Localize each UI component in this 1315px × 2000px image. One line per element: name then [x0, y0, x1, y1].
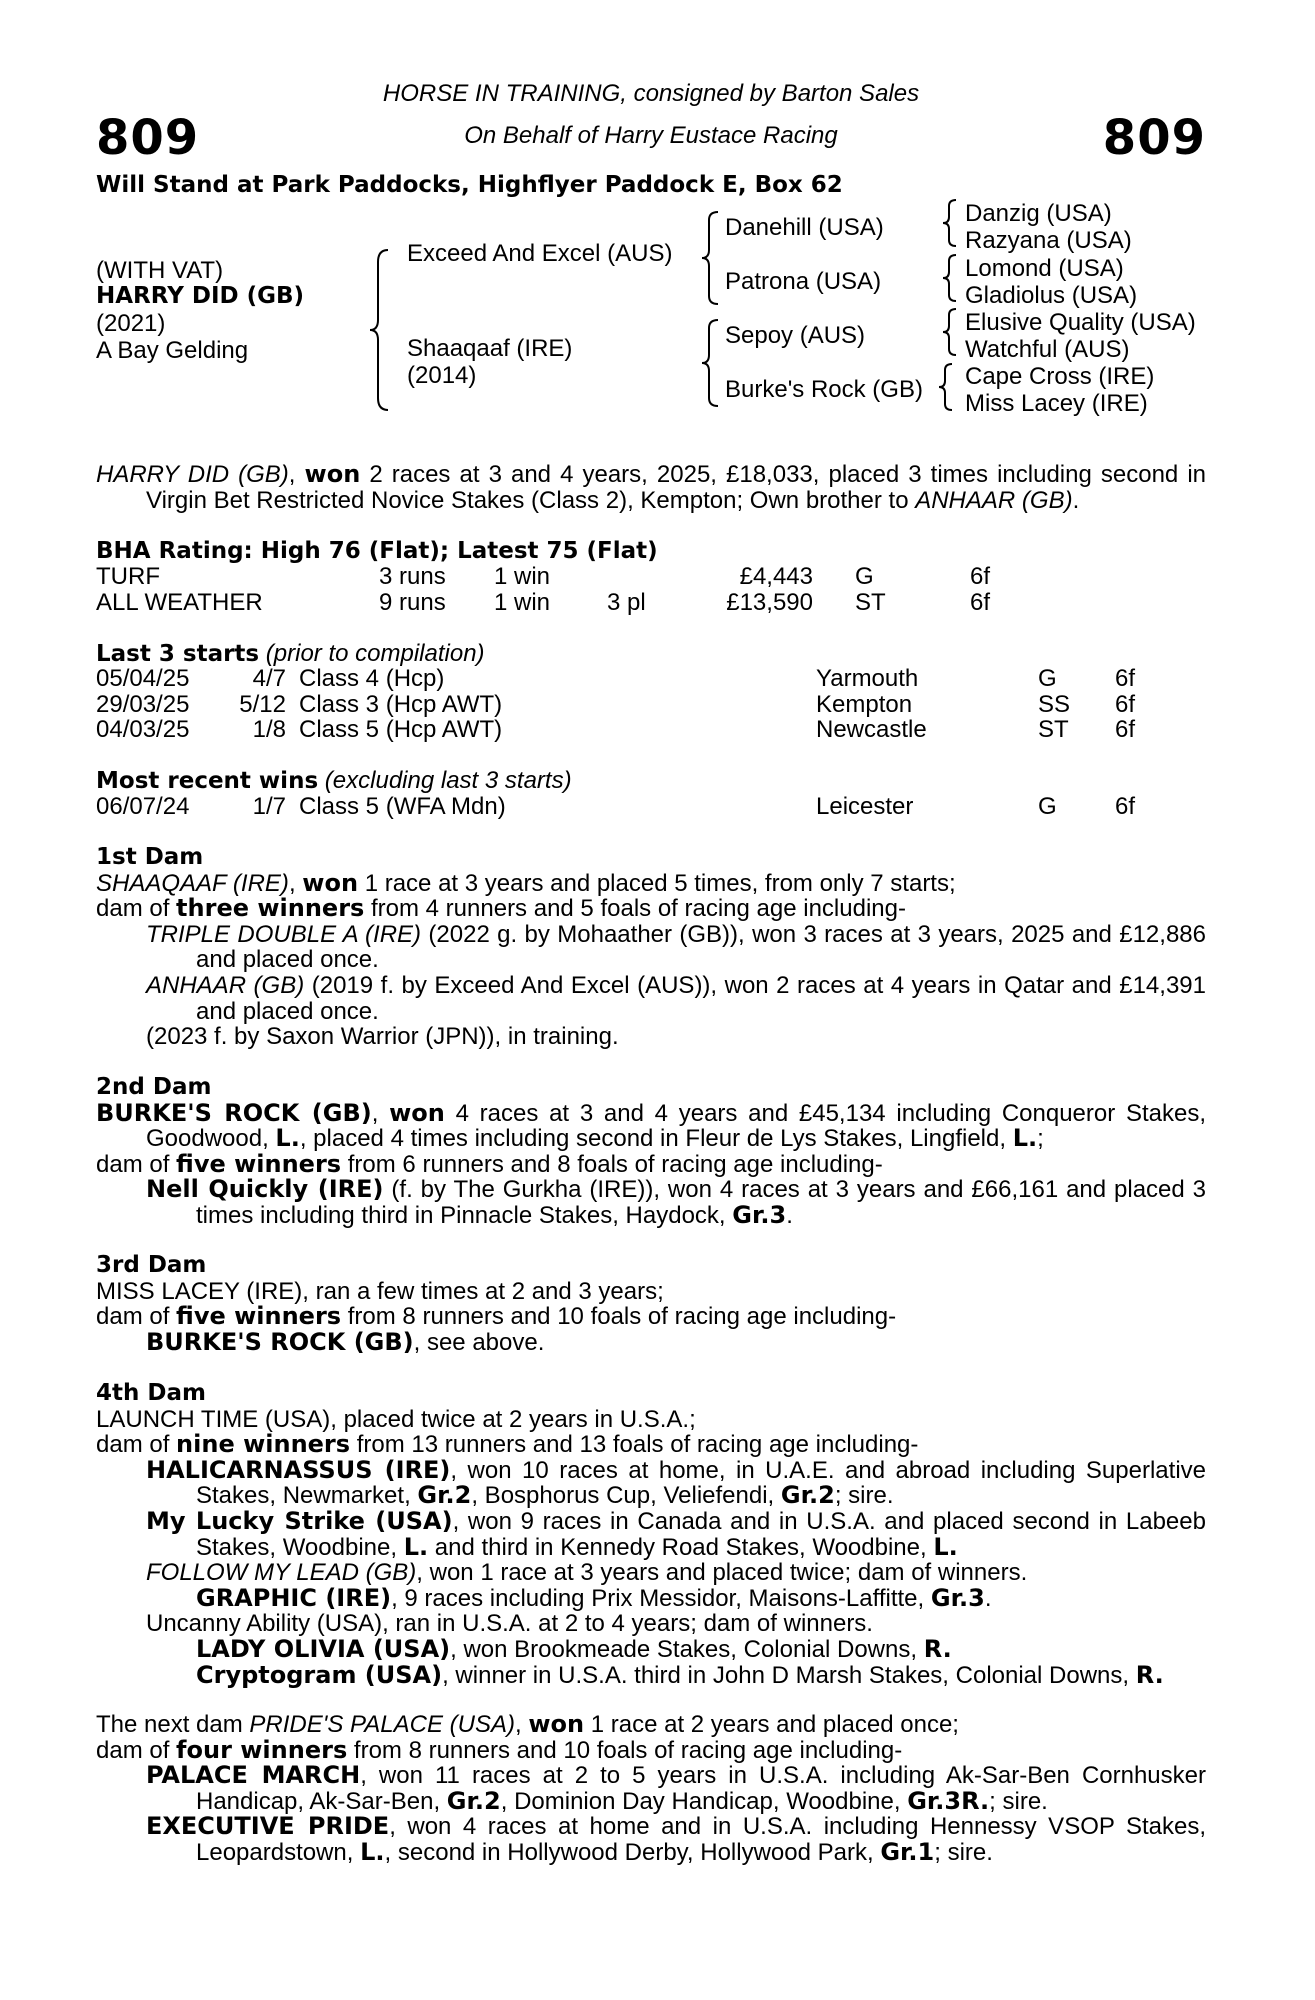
pedigree-ddd: Miss Lacey (IRE) [965, 390, 1148, 417]
fourth-dam-section: 4th Dam LAUNCH TIME (USA), placed twice at 2 years in U.S.A.; dam of nine winners from 13 runners and 13 foals of racing age including- HALICARNASSUS (IRE), won 10 races at home, in U.A.E. and abroad including Superlative Stakes, Newmarket, Gr.2, Bosphorus Cup, Veliefendi, Gr.2; sire. My Lucky Strike (USA), won 9 races in Canada and in U.S.A. and placed second in Labeeb Stakes, Woodbine, L. and third in Kennedy Road Stakes, Woodbine, L. FOLLOW MY LEAD (GB), won 1 race at 3 years and placed twice; dam of winners. GRAPHIC (IRE), 9 races including Prix Messidor, Maisons-Laffitte, Gr.3. Uncanny Ability (USA), ran in U.S.A. at 2 to 4 years; dam of winners. LADY OLIVIA (USA), won Brookmeade Stakes, Colonial Downs, R. Cryptogram (USA), winner in U.S.A. third in John D Marsh Stakes, Colonial Downs, R. [96, 1380, 1206, 1689]
pedigree-dam-sire: Sepoy (AUS) [725, 322, 866, 349]
pedigree-dss: Elusive Quality (USA) [965, 309, 1196, 336]
consignor-line: HORSE IN TRAINING, consigned by Barton Sales [382, 80, 920, 107]
pedigree-sire-sire: Danehill (USA) [725, 214, 884, 241]
summary-won: won [304, 460, 361, 488]
recent-wins-heading: Most recent wins (excluding last 3 starts) [96, 767, 572, 794]
horse-description: A Bay Gelding [96, 337, 249, 364]
next-dam-section: The next dam PRIDE'S PALACE (USA), won 1 race at 2 years and placed once; dam of four winners from 8 runners and 10 foals of racing age including- PALACE MARCH, won 11 races at 2 to 5 years in U.S.A. including Ak-Sar-Ben Cornhusker Handicap, Ak-Sar-Ben, Gr.2, Dominion Day Handicap, Woodbine, Gr.3R.; sire. EXECUTIVE PRIDE, won 4 races at home and in U.S.A. including Hennessy VSOP Stakes, Leopardstown, L., second in Hollywood Derby, Hollywood Park, Gr.1; sire. [96, 1710, 1206, 1866]
pedigree-brace-main [366, 248, 396, 413]
pedigree-sdd: Gladiolus (USA) [965, 282, 1138, 309]
summary-text: 2 races at 3 and 4 years, 2025, £18,033, placed 3 times including second in Virgin Bet Restricted Novice Stakes (Class 2), Kempton; Own brother to [146, 461, 1206, 514]
pedigree-ssd: Razyana (USA) [965, 227, 1132, 254]
stand-location: Will Stand at Park Paddocks, Highflyer Paddock E, Box 62 [96, 172, 843, 198]
pedigree-dam-dam: Burke's Rock (GB) [725, 376, 923, 403]
lot-number-left: 809 [96, 110, 200, 166]
first-dam-section: 1st Dam SHAAQAAF (IRE), won 1 race at 3 years and placed 5 times, from only 7 starts; dam of three winners from 4 runners and 5 foals of racing age including- TRIPLE DOUBLE A (IRE) (2022 g. by Mohaather (GB)), won 3 races at 3 years, 2025 and £12,886 and placed once. ANHAAR (GB) (2019 f. by Exceed And Excel (AUS)), won 2 races at 4 years in Qatar and £14,391 and placed once. (2023 f. by Saxon Warrior (JPN)), in training. [96, 844, 1206, 1051]
pedigree-sss: Danzig (USA) [965, 200, 1112, 227]
pedigree-dam: Shaaqaaf (IRE) [407, 335, 573, 362]
race-summary: HARRY DID (GB), won 2 races at 3 and 4 years, 2025, £18,033, placed 3 times including second in Virgin Bet Restricted Novice Stakes (Class 2), Kempton; Own brother to ANHAAR (GB). [96, 460, 1206, 514]
vat-note: (WITH VAT) [96, 257, 224, 284]
second-dam-section: 2nd Dam BURKE'S ROCK (GB), won 4 races at 3 and 4 years and £45,134 including Conqueror Stakes, Goodwood, L., placed 4 times including second in Fleur de Lys Stakes, Lingfield, L.; dam of five winners from 6 runners and 8 foals of racing age including- Nell Quickly (IRE) (f. by The Gurkha (IRE)), won 4 races at 3 years and £66,161 and placed 3 times including third in Pinnacle Stakes, Haydock, Gr.3. [96, 1074, 1207, 1229]
pedigree-dds: Cape Cross (IRE) [965, 363, 1155, 390]
pedigree-brace-sire [698, 210, 724, 306]
lot-number-right: 809 [1102, 110, 1206, 166]
pedigree-brace-ds [940, 307, 962, 357]
summary-horse-name: HARRY DID (GB) [96, 461, 289, 488]
pedigree-brace-dd [936, 362, 958, 412]
summary-brother: ANHAAR (GB) [915, 486, 1073, 514]
pedigree-sds: Lomond (USA) [965, 255, 1124, 282]
last3-heading: Last 3 starts (prior to compilation) [96, 640, 485, 667]
on-behalf-line: On Behalf of Harry Eustace Racing [464, 122, 838, 149]
pedigree-sire: Exceed And Excel (AUS) [407, 240, 673, 267]
catalogue-page: HORSE IN TRAINING, consigned by Barton Sales On Behalf of Harry Eustace Racing 809 809 Will Stand at Park Paddocks, Highflyer Paddock E, Box 62 (WITH VAT) HARRY DID (GB) (2021) A Bay Gelding Exceed And Excel (AUS) Shaaqaaf (IRE) (2014) Danehill (USA) Patrona (USA) Sepoy (AUS) Burke's Rock (GB) Danzig (USA) Razyana (USA) Lomond (USA) Gladiolus (USA) Elusive Quality (USA) Watchful (AUS) Cape Cross (IRE) Miss Lacey (IRE) HARRY DID (GB), won 2 races at 3 and 4 years, 2025, £18,033, placed 3 times including second in Virgin Bet Restricted Novice Stakes (Class 2), Kempton; Own brother to ANHAAR (GB). BHA Rating: High 76 (Flat); Latest 75 (Flat) TURF 3 runs 1 win £4,443 G 6f ALL WEATHER 9 runs 1 win 3 pl £13,590 ST 6f Last 3 starts (prior to compilation) 05/04/25 4/7 Class 4 (Hcp) Yarmouth G 6f 29/03/25 5/12 Class 3 (Hcp AWT) Kempton SS 6f 04/03/25 1/8 Class 5 (Hcp AWT) Newcastle ST 6f Most recent wins (excluding last 3 starts) 06/07/24 1/7 Class 5 (WFA Mdn) Leicester G 6f 1st Dam SHAAQAAF (IRE), won 1 race at 3 years and placed 5 times, from only 7 starts; dam of three winners from 4 runners and 5 foals of racing age including- TRIPLE DOUBLE A (IRE) (2022 g. by Mohaather (GB)), won 3 races at 3 years, 2025 and £12,886 and placed once. ANHAAR (GB) (2019 f. by Exceed And Excel (AUS)), won 2 races at 4 years in Qatar and £14,391 and placed once. (2023 f. by Saxon Warrior (JPN)), in training. 2nd Dam BURKE'S ROCK (GB), won 4 races at 3 and 4 years and £45,134 including Conqueror Stakes, Goodwood, L., placed 4 times including second in Fleur de Lys Stakes, Lingfield, L.; dam of five winners from 6 runners and 8 foals of racing age including- Nell Quickly (IRE) (f. by The Gurkha (IRE)), won 4 races at 3 years and £66,161 and placed 3 times including third in Pinnacle Stakes, Haydock, Gr.3. 3rd Dam MISS LACEY (IRE), ran a few times at 2 and 3 years; dam of five winners from 8 runners and 10 foals of racing age including- BURKE'S ROCK (GB), see above. 4th Dam LAUNCH TIME (USA), placed twice at 2 years in U.S.A.; dam of nine winners from 13 runners and 13 foals of racing age including- HALICARNASSUS (IRE), won 10 races at home, in U.A.E. and abroad including Superlative Stakes, Newmarket, Gr.2, Bosphorus Cup, Veliefendi, Gr.2; sire. My Lucky Strike (USA), won 9 races in Canada and in U.S.A. and placed second in Labeeb Stakes, Woodbine, L. and third in Kennedy Road Stakes, Woodbine, L. FOLLOW MY LEAD (GB), won 1 race at 3 years and placed twice; dam of winners. GRAPHIC (IRE), 9 races including Prix Messidor, Maisons-Laffitte, Gr.3. Uncanny Ability (USA), ran in U.S.A. at 2 to 4 years; dam of winners. LADY OLIVIA (USA), won Brookmeade Stakes, Colonial Downs, R. Cryptogram (USA), winner in U.S.A. third in John D Marsh Stakes, Colonial Downs, R. The next dam PRIDE'S PALACE (USA), won 1 race at 2 years and placed once; dam of four winners from 8 runners and 10 foals of racing age including- PALACE MARCH, won 11 races at 2 to 5 years in U.S.A. including Ak-Sar-Ben Cornhusker Handicap, Ak-Sar-Ben, Gr.2, Dominion Day Handicap, Woodbine, Gr.3R.; sire. EXECUTIVE PRIDE, won 4 races at home and in U.S.A. including Hennessy VSOP Stakes, Leopardstown, L., second in Hollywood Derby, Hollywood Park, Gr.1; sire. [96, 80, 1207, 1866]
pedigree-brace-ss [940, 198, 962, 248]
pedigree-sire-dam: Patrona (USA) [725, 268, 882, 295]
pedigree-dam-year: (2014) [407, 362, 477, 389]
bha-rating-heading: BHA Rating: High 76 (Flat); Latest 75 (Flat) [96, 538, 658, 564]
pedigree-brace-dam [698, 318, 724, 408]
third-dam-section: 3rd Dam MISS LACEY (IRE), ran a few times at 2 and 3 years; dam of five winners from 8 runners and 10 foals of racing age including- BURKE'S ROCK (GB), see above. [96, 1252, 897, 1356]
horse-year: (2021) [96, 310, 166, 337]
pedigree-dsd: Watchful (AUS) [965, 336, 1130, 363]
pedigree-brace-sd [940, 253, 962, 303]
horse-name: HARRY DID (GB) [96, 283, 305, 309]
